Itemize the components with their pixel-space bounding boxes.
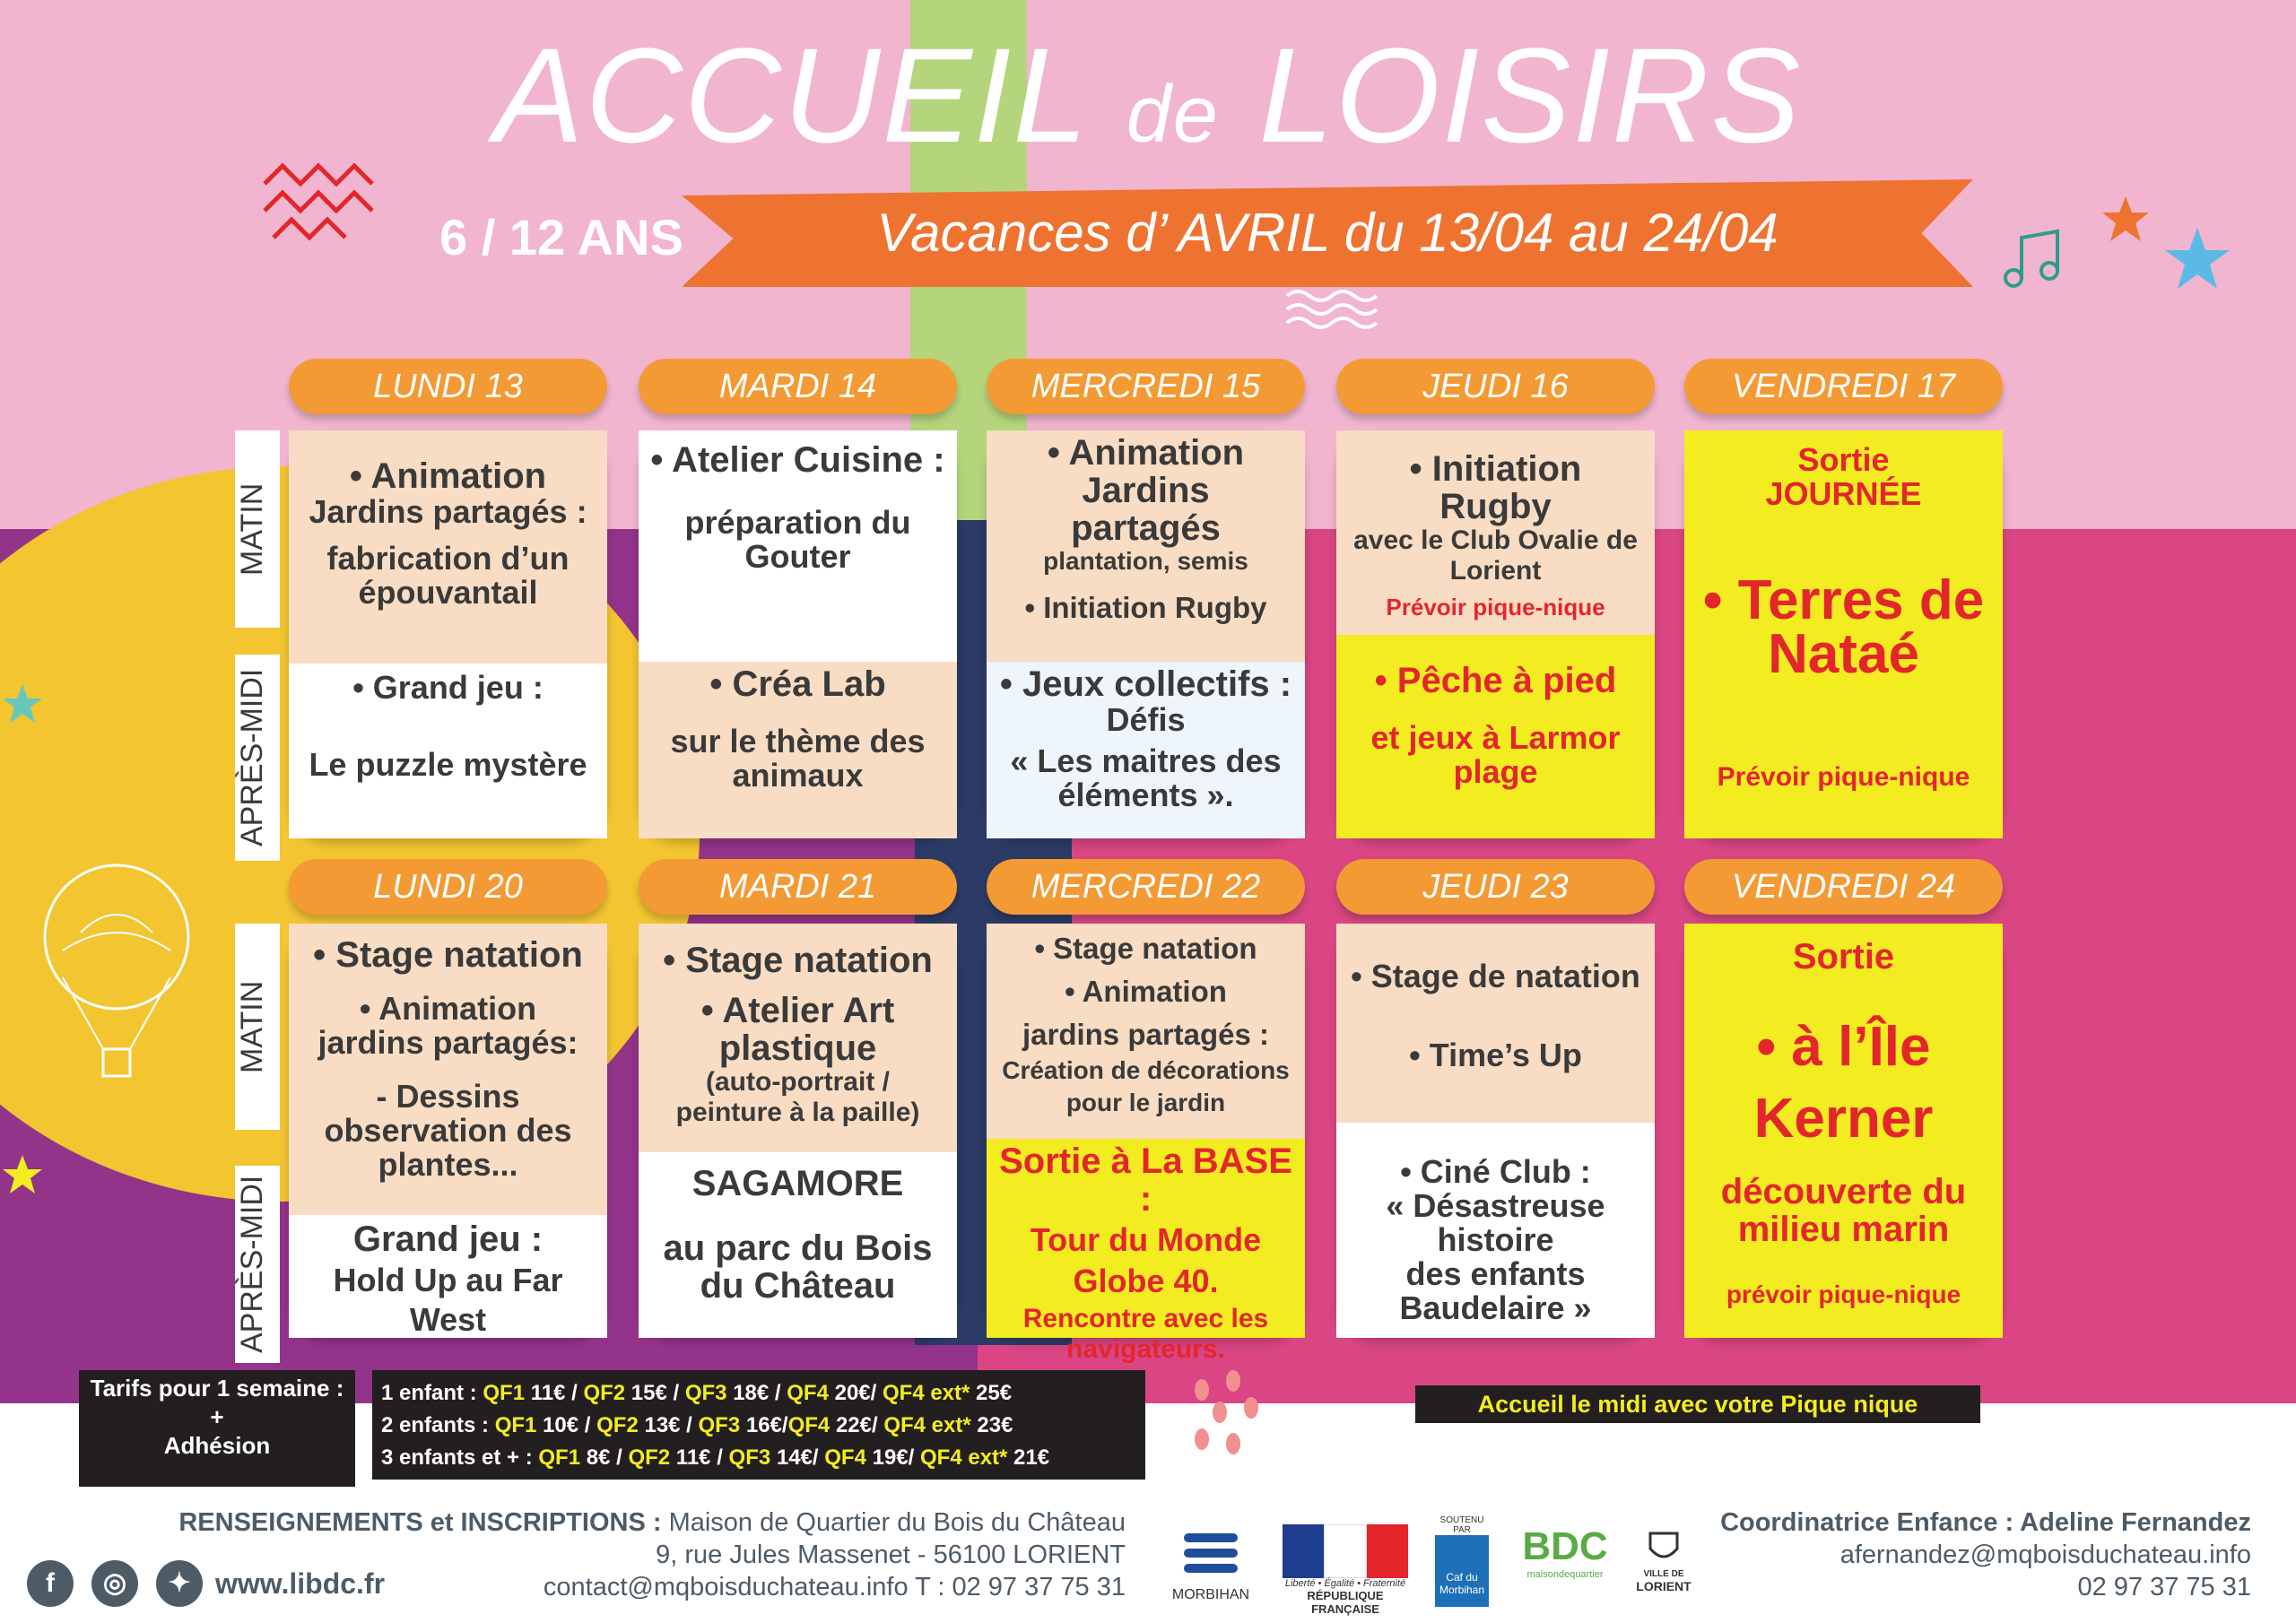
website-link[interactable]: www.libdc.fr <box>215 1567 386 1600</box>
coordinatrice-label: Coordinatrice Enfance : Adeline Fernandez <box>1720 1508 2251 1537</box>
tarifs-table <box>372 1370 1145 1480</box>
coordinatrice-email[interactable]: afernandez@mqboisduchateau.info <box>1839 1541 2251 1569</box>
mercredi-22-morning: • Stage natation • Animation jardins partagés : Création de décorations pour le jardin <box>987 924 1305 1139</box>
star-teal-icon <box>0 681 45 726</box>
card-mardi-14 <box>639 430 957 838</box>
day-jeudi-16: JEUDI 16 <box>1336 359 1655 414</box>
page-title <box>0 18 2296 173</box>
mardi-21-afternoon: SAGAMORE au parc du Bois du Château <box>639 1152 957 1338</box>
jeudi-16-morning: • Initiation Rugby avec le Club Ovalie de Lorient Prévoir pique-nique <box>1336 430 1655 635</box>
label-matin-week2: MATIN <box>235 924 280 1130</box>
mercredi-15-afternoon: • Jeux collectifs : Défis « Les maitres des éléments ». <box>987 662 1305 838</box>
card-vendredi-17 <box>1684 430 2003 838</box>
lundi-13-morning: • Animation Jardins partagés : fabrication d’un épouvantail <box>289 430 607 664</box>
star-yellow-icon <box>0 1152 45 1197</box>
day-mercredi-15: MERCREDI 15 <box>987 359 1305 414</box>
card-jeudi-23 <box>1336 924 1655 1338</box>
day-mardi-21: MARDI 21 <box>639 859 957 915</box>
waves-decoration-icon <box>1283 287 1381 332</box>
dots-decoration-icon <box>1184 1372 1265 1471</box>
day-mardi-14: MARDI 14 <box>639 359 957 414</box>
label-matin-week1: MATIN <box>235 430 280 628</box>
title-loisirs: LOISIRS <box>1258 20 1803 170</box>
jeudi-23-afternoon: • Ciné Club : « Désastreuse histoire des enfants Baudelaire » <box>1336 1123 1655 1338</box>
mardi-21-morning: • Stage natation • Atelier Art plastique (auto-portrait / peinture à la paille) <box>639 924 957 1152</box>
day-lundi-13: LUNDI 13 <box>289 359 607 414</box>
tarif-row-3: 3 enfants et + : QF1 8€ / QF2 11€ / QF3 14€/ QF4 19€/ QF4 ext* 21€ <box>381 1445 1050 1470</box>
day-mercredi-22: MERCREDI 22 <box>987 859 1305 915</box>
age-range: 6 / 12 ANS <box>439 209 683 265</box>
mercredi-22-afternoon: Sortie à La BASE : Tour du Monde Globe 40. Rencontre avec les navigateurs. <box>987 1139 1305 1338</box>
logo-morbihan: MORBIHAN <box>1170 1529 1251 1603</box>
facebook-icon[interactable]: f <box>27 1560 74 1607</box>
twitter-icon[interactable]: ✦ <box>156 1560 203 1607</box>
renseignements-label: RENSEIGNEMENTS et INSCRIPTIONS : <box>178 1508 662 1537</box>
zigzag-decoration-icon <box>260 161 386 242</box>
card-jeudi-16 <box>1336 430 1655 838</box>
title-de: de <box>1126 70 1220 160</box>
lundi-20-morning: • Stage natation • Animation jardins partagés: - Dessins observation des plantes... <box>289 924 607 1215</box>
tarif-row-1: 1 enfant : QF1 11€ / QF2 15€ / QF3 18€ / QF4 20€/ QF4 ext* 25€ <box>381 1381 1013 1405</box>
coordinatrice-tel: 02 97 37 75 31 <box>2077 1573 2251 1601</box>
logo-lorient: VILLE DE LORIENT <box>1628 1529 1700 1593</box>
card-lundi-20 <box>289 924 607 1338</box>
card-mardi-21 <box>639 924 957 1338</box>
logo-bdc: BDC maisondequartier <box>1522 1524 1608 1580</box>
tarif-row-2: 2 enfants : QF1 10€ / QF2 13€ / QF3 16€/QF4 22€/ QF4 ext* 23€ <box>381 1413 1013 1437</box>
vendredi-17-day: Sortie JOURNÉE • Terres de Nataé Prévoir pique-nique <box>1684 430 2003 838</box>
day-vendredi-17: VENDREDI 17 <box>1684 359 2003 414</box>
lundi-13-afternoon: • Grand jeu : Le puzzle mystère <box>289 664 607 838</box>
hot-air-balloon-icon <box>27 861 206 1112</box>
logo-caf: SOUTENU PAR Caf du Morbihan <box>1431 1515 1493 1607</box>
card-lundi-13 <box>289 430 607 838</box>
star-orange-icon <box>2099 193 2152 247</box>
music-note-icon <box>2000 224 2072 296</box>
day-vendredi-24: VENDREDI 24 <box>1684 859 2003 915</box>
jeudi-16-afternoon: • Pêche à pied et jeux à Larmor plage <box>1336 635 1655 838</box>
accueil-midi-banner: Accueil le midi avec votre Pique nique <box>1415 1385 1980 1423</box>
mercredi-15-morning: • Animation Jardins partagés plantation, semis • Initiation Rugby <box>987 430 1305 662</box>
footer-adresse: 9, rue Jules Massenet - 56100 LORIENT <box>656 1541 1126 1569</box>
morbihan-waves-icon <box>1184 1529 1238 1583</box>
footer-contact[interactable]: contact@mqboisduchateau.info T : 02 97 37 75 31 <box>543 1573 1126 1601</box>
day-lundi-20: LUNDI 20 <box>289 859 607 915</box>
card-vendredi-24 <box>1684 924 2003 1338</box>
tarifs-label: Tarifs pour 1 semaine : + Adhésion <box>79 1370 355 1487</box>
title-accueil: ACCUEIL <box>493 20 1088 170</box>
card-mercredi-15 <box>987 430 1305 838</box>
card-mercredi-22 <box>987 924 1305 1364</box>
star-blue-icon <box>2161 224 2233 296</box>
label-apres-midi-week1: APRÈS-MIDI <box>235 655 280 861</box>
jeudi-23-morning: • Stage de natation • Time’s Up <box>1336 924 1655 1123</box>
lundi-20-afternoon: Grand jeu : Hold Up au Far West <box>289 1215 607 1338</box>
mardi-14-morning: • Atelier Cuisine : préparation du Gouter <box>639 430 957 662</box>
day-jeudi-23: JEUDI 23 <box>1336 859 1655 915</box>
dates-text: Vacances d’ AVRIL du 13/04 au 24/04 <box>876 203 1779 263</box>
footer-lieu: Maison de Quartier du Bois du Château <box>668 1508 1126 1537</box>
logo-republique-francaise: Liberté • Égalité • Fraternité RÉPUBLIQUE FRANÇAISE <box>1283 1524 1408 1616</box>
mardi-14-afternoon: • Créa Lab sur le thème des animaux <box>639 662 957 838</box>
instagram-icon[interactable]: ◎ <box>91 1560 138 1607</box>
label-apres-midi-week2: APRÈS-MIDI <box>235 1166 280 1363</box>
footer-coordinatrice <box>1614 1506 2251 1603</box>
vendredi-24-day: Sortie • à l’Île Kerner découverte du milieu marin prévoir pique-nique <box>1684 924 2003 1338</box>
